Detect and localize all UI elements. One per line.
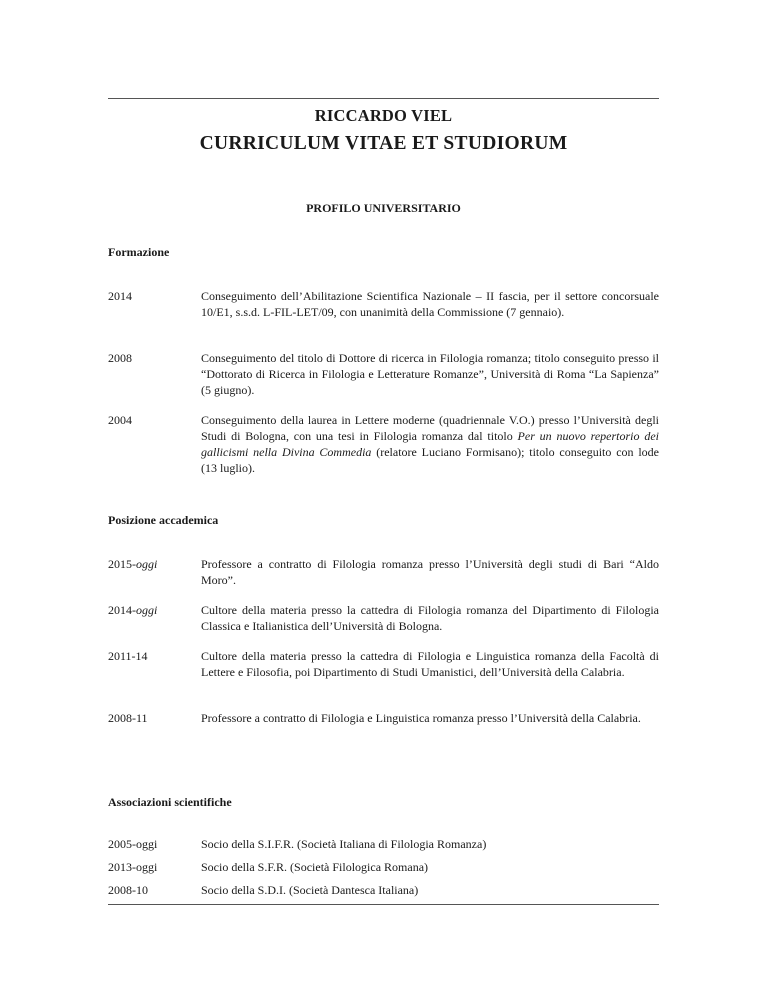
posizione-entry: [108, 710, 659, 726]
thesis-title: Per un nuovo repertorio dei gallicismi nella Divina Commedia: [201, 429, 659, 459]
posizione-entry: [108, 556, 659, 588]
entry-year: 2008-11: [108, 711, 148, 725]
entry-year: 2005-oggi: [108, 837, 158, 851]
document-title: CURRICULUM VITAE ET STUDIORUM: [199, 133, 568, 154]
entry-year: 2013-oggi: [108, 860, 158, 874]
entry-year: 2008-10: [108, 883, 148, 897]
posizione-entry: [108, 648, 659, 680]
entry-year: 2011-14: [108, 649, 148, 663]
entry-text: Professore a contratto di Filologia romanza presso l’Università degli studi di Bari “Aldo Moro”.: [201, 557, 659, 587]
associazione-entry: [108, 836, 659, 852]
entry-text: Cultore della materia presso la cattedra di Filologia e Linguistica romanza della Facoltà di Lettere e Filosofia, poi Dipartimento di Studi Umanistici, dell’Università della Calabria.: [201, 649, 659, 679]
entry-year: 2014: [108, 289, 132, 303]
entry-text: Cultore della materia presso la cattedra di Filologia romanza del Dipartimento di Filologia Classica e Italianistica dell’Università di Bologna.: [201, 603, 659, 633]
associazione-entry: [108, 859, 659, 875]
profile-heading: PROFILO UNIVERSITARIO: [306, 201, 461, 215]
formazione-entry: [108, 288, 659, 320]
entry-year: 2014-oggi: [108, 603, 158, 617]
section-heading-posizione: Posizione accademica: [108, 513, 219, 527]
entry-text: Conseguimento dell’Abilitazione Scientifica Nazionale – II fascia, per il settore concorsuale 10/E1, s.s.d. L-FIL-LET/09, con unanimità della Commissione (7 gennaio).: [201, 289, 659, 319]
entry-text: Professore a contratto di Filologia e Linguistica romanza presso l’Università della Calabria.: [201, 711, 641, 725]
entry-year: 2015-oggi: [108, 557, 158, 571]
author-name: RICCARDO VIEL: [314, 106, 453, 125]
formazione-entry: [108, 412, 659, 476]
section-heading-associazioni: Associazioni scientifiche: [108, 795, 232, 809]
associazione-entry: [108, 882, 659, 898]
posizione-entry: [108, 602, 659, 634]
entry-text: [201, 412, 659, 476]
top-rule: [108, 98, 659, 99]
entry-year: 2008: [108, 351, 132, 365]
section-heading-formazione: Formazione: [108, 245, 170, 259]
bottom-rule: [108, 904, 659, 905]
formazione-entry: [108, 350, 659, 398]
entry-text-part: (relatore Luciano Formisano); titolo conseguito con lode (13 luglio).: [201, 445, 659, 475]
entry-text-part: Conseguimento della laurea in Lettere moderne (quadriennale V.O.) presso l’Università degli Studi di Bologna, con una tesi in Filologia romanza dal titolo: [201, 413, 659, 443]
entry-text: Socio della S.D.I. (Società Dantesca Italiana): [201, 883, 419, 897]
entry-year: 2004: [108, 413, 132, 427]
entry-text: Conseguimento del titolo di Dottore di ricerca in Filologia romanza; titolo conseguito presso il “Dottorato di Ricerca in Filologia e Letterature Romanze”, Università di Roma “La Sapienza” (5 giugno).: [201, 351, 659, 397]
entry-text: Socio della S.F.R. (Società Filologica Romana): [201, 860, 429, 874]
entry-text: Socio della S.I.F.R. (Società Italiana di Filologia Romanza): [201, 837, 487, 851]
